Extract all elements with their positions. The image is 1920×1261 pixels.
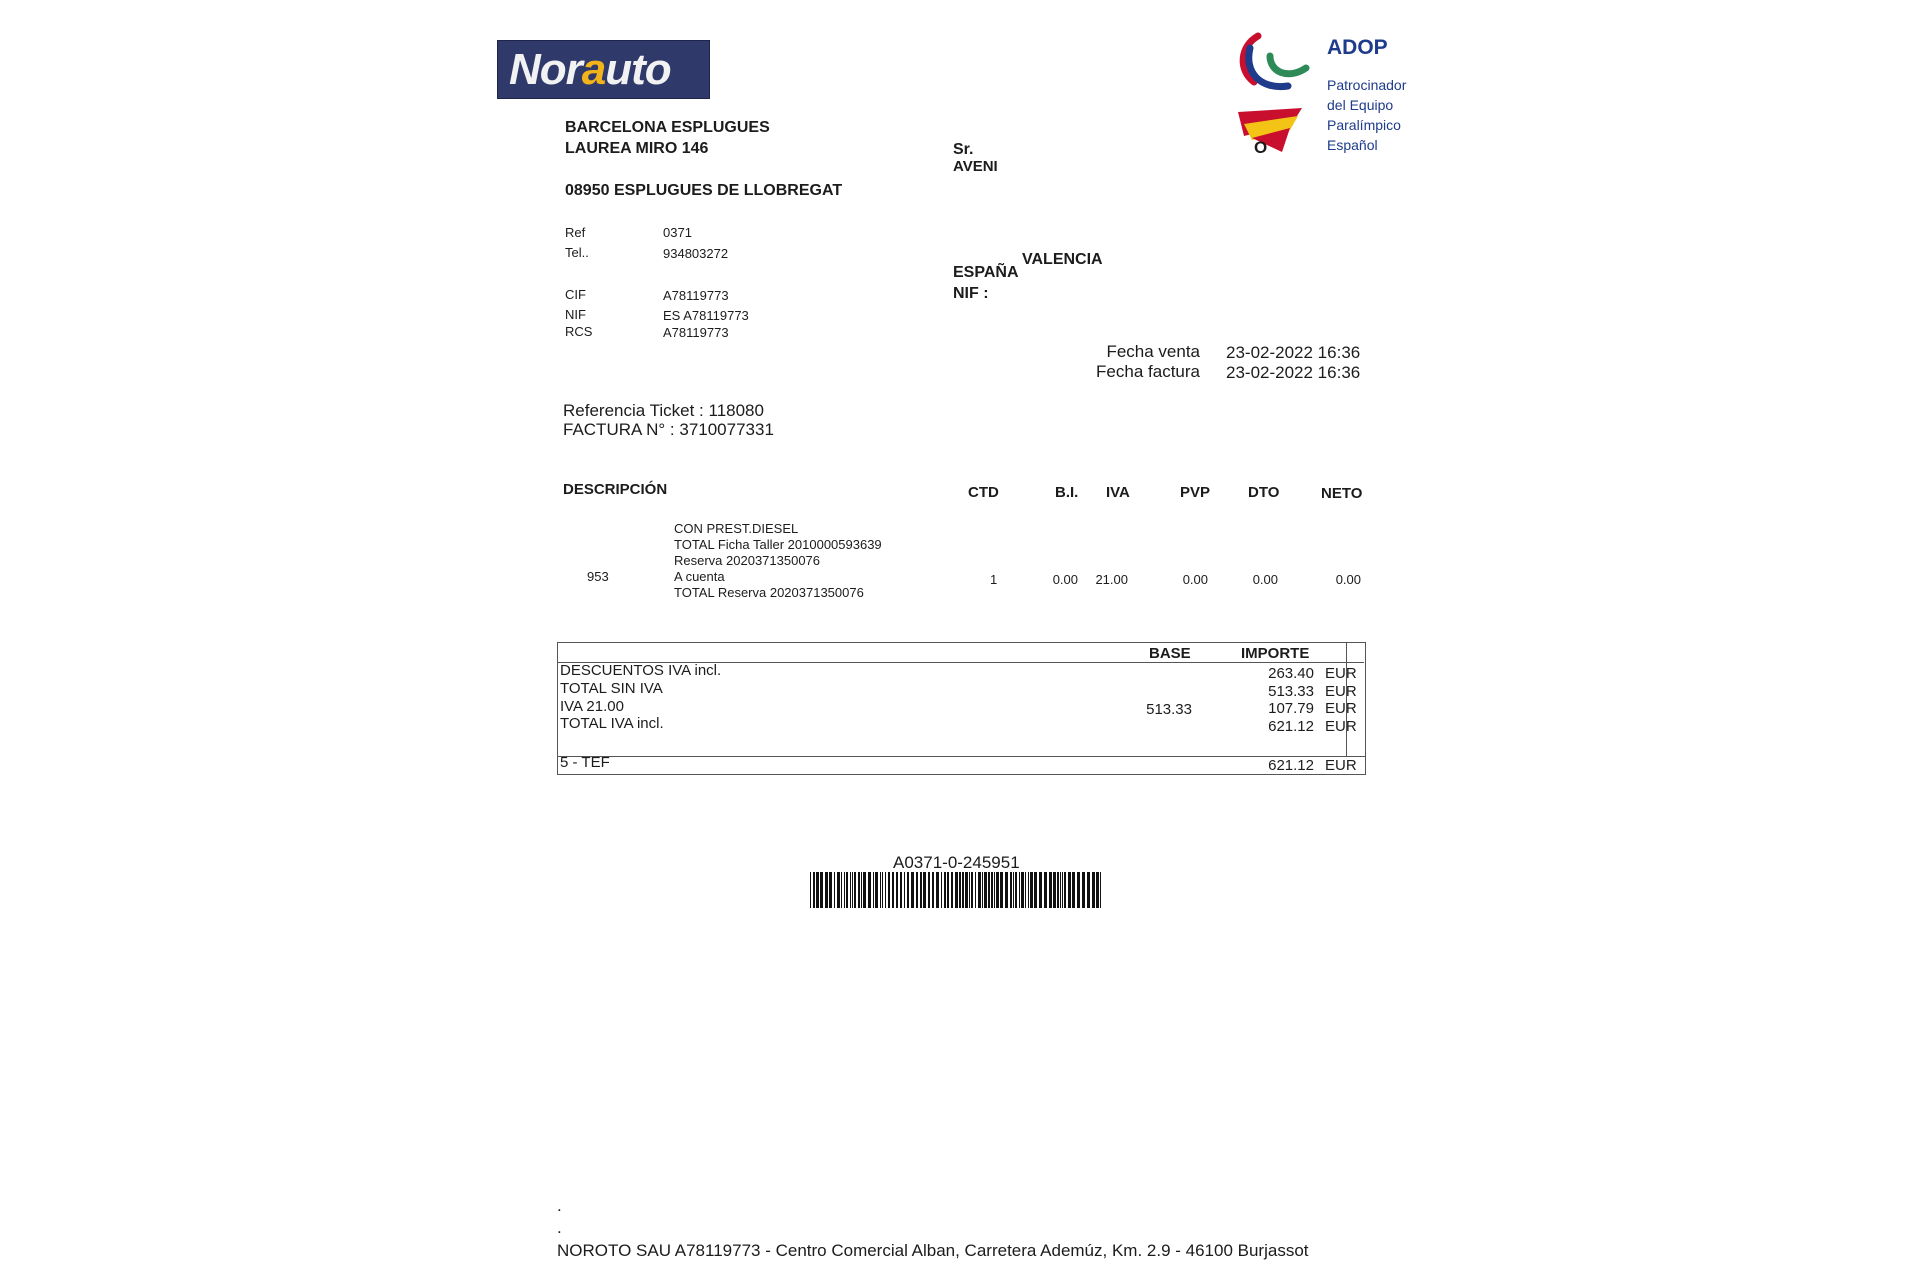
footer-dot-2: . <box>557 1218 562 1237</box>
sponsor-title: ADOP <box>1327 36 1388 59</box>
barcode-text: A0371-0-245951 <box>893 853 1020 872</box>
info-value-nif: ES A78119773 <box>663 308 749 323</box>
item-pvp: 0.00 <box>1182 572 1208 587</box>
store-city: 08950 ESPLUGUES DE LLOBREGAT <box>565 182 843 199</box>
totals-amount-sin-iva: 513.33 <box>1268 683 1314 700</box>
header-pvp: PVP <box>1180 484 1211 501</box>
info-label-tel: Tel.. <box>565 245 589 260</box>
invoice-date-label: Fecha factura <box>1096 362 1200 381</box>
info-label-rcs: RCS <box>565 324 593 339</box>
header-iva: IVA <box>1106 484 1130 501</box>
item-desc-line-5: TOTAL Reserva 2020371350076 <box>674 585 864 600</box>
header-ctd: CTD <box>968 484 999 501</box>
header-neto: NETO <box>1321 485 1363 502</box>
totals-currency-sin-iva: EUR <box>1325 683 1357 700</box>
item-bi: 0.00 <box>1052 572 1078 587</box>
sponsor-line-1: Patrocinador <box>1327 77 1407 93</box>
item-desc-line-1: CON PREST.DIESEL <box>674 521 799 536</box>
payment-label: 5 - TEF <box>560 754 610 771</box>
paralympic-logo-icon <box>1230 28 1325 158</box>
customer-salutation: Sr. <box>953 141 974 158</box>
payment-amount: 621.12 <box>1268 757 1314 774</box>
ticket-reference: Referencia Ticket : 118080 <box>563 401 764 420</box>
payment-currency: EUR <box>1325 757 1357 774</box>
invoice-date-value: 23-02-2022 16:36 <box>1226 363 1361 382</box>
customer-address-partial: AVENI <box>953 158 998 175</box>
totals-base-iva: 513.33 <box>1146 701 1192 718</box>
totals-currency-descuentos: EUR <box>1325 665 1357 682</box>
totals-currency-iva: EUR <box>1325 700 1357 717</box>
totals-amount-iva: 107.79 <box>1268 700 1314 717</box>
footer-partial-line <box>557 1259 813 1260</box>
sale-date-label: Fecha venta <box>1106 342 1200 361</box>
totals-label-sin-iva: TOTAL SIN IVA <box>560 680 663 697</box>
totals-label-descuentos: DESCUENTOS IVA incl. <box>560 662 722 679</box>
info-label-ref: Ref <box>565 225 586 240</box>
sale-date-value: 23-02-2022 16:36 <box>1226 343 1361 362</box>
item-dto: 0.00 <box>1252 572 1278 587</box>
header-descripcion: DESCRIPCIÓN <box>563 481 668 498</box>
item-neto: 0.00 <box>1335 572 1361 587</box>
totals-header-base: BASE <box>1149 645 1191 662</box>
sponsor-line-3: Paralímpico <box>1327 117 1401 133</box>
item-desc-line-4: A cuenta <box>674 569 725 584</box>
info-value-cif: A78119773 <box>663 288 729 303</box>
info-value-ref: 0371 <box>663 225 692 240</box>
customer-city-partial: VALENCIA <box>1022 251 1103 268</box>
footer-dot-1: . <box>557 1196 562 1215</box>
totals-header-importe: IMPORTE <box>1241 645 1310 662</box>
store-street: LAUREA MIRO 146 <box>565 140 709 157</box>
totals-amount-descuentos: 263.40 <box>1268 665 1314 682</box>
item-desc-line-3: Reserva 2020371350076 <box>674 553 821 568</box>
info-value-rcs: A78119773 <box>663 325 729 340</box>
sponsor-line-2: del Equipo <box>1327 97 1394 113</box>
norauto-logo <box>497 40 710 99</box>
logo-text: Norauto <box>509 45 671 94</box>
item-ctd: 1 <box>990 572 998 587</box>
customer-partial-o: O <box>1254 138 1268 157</box>
footer-company-line: NOROTO SAU A78119773 - Centro Comercial Alban, Carretera Ademúz, Km. 2.9 - 46100 Burjassot <box>557 1241 1309 1260</box>
barcode-icon <box>810 872 1103 908</box>
customer-nif-label: NIF : <box>953 285 989 302</box>
totals-currency-iva-incl: EUR <box>1325 718 1357 735</box>
totals-label-iva: IVA 21.00 <box>560 698 624 715</box>
totals-label-iva-incl: TOTAL IVA incl. <box>560 715 664 732</box>
sponsor-line-4: Español <box>1327 137 1378 153</box>
item-iva: 21.00 <box>1095 572 1128 587</box>
store-name: BARCELONA ESPLUGUES <box>565 119 770 136</box>
totals-amount-iva-incl: 621.12 <box>1268 718 1314 735</box>
info-label-cif: CIF <box>565 287 586 302</box>
info-label-nif: NIF <box>565 307 586 322</box>
item-desc-line-2: TOTAL Ficha Taller 2010000593639 <box>674 537 882 552</box>
header-dto: DTO <box>1248 484 1280 501</box>
info-value-tel: 934803272 <box>663 246 729 261</box>
header-bi: B.I. <box>1055 484 1079 501</box>
invoice-number: FACTURA N° : 3710077331 <box>563 420 774 439</box>
customer-country: ESPAÑA <box>953 264 1019 281</box>
item-code: 953 <box>587 569 609 584</box>
